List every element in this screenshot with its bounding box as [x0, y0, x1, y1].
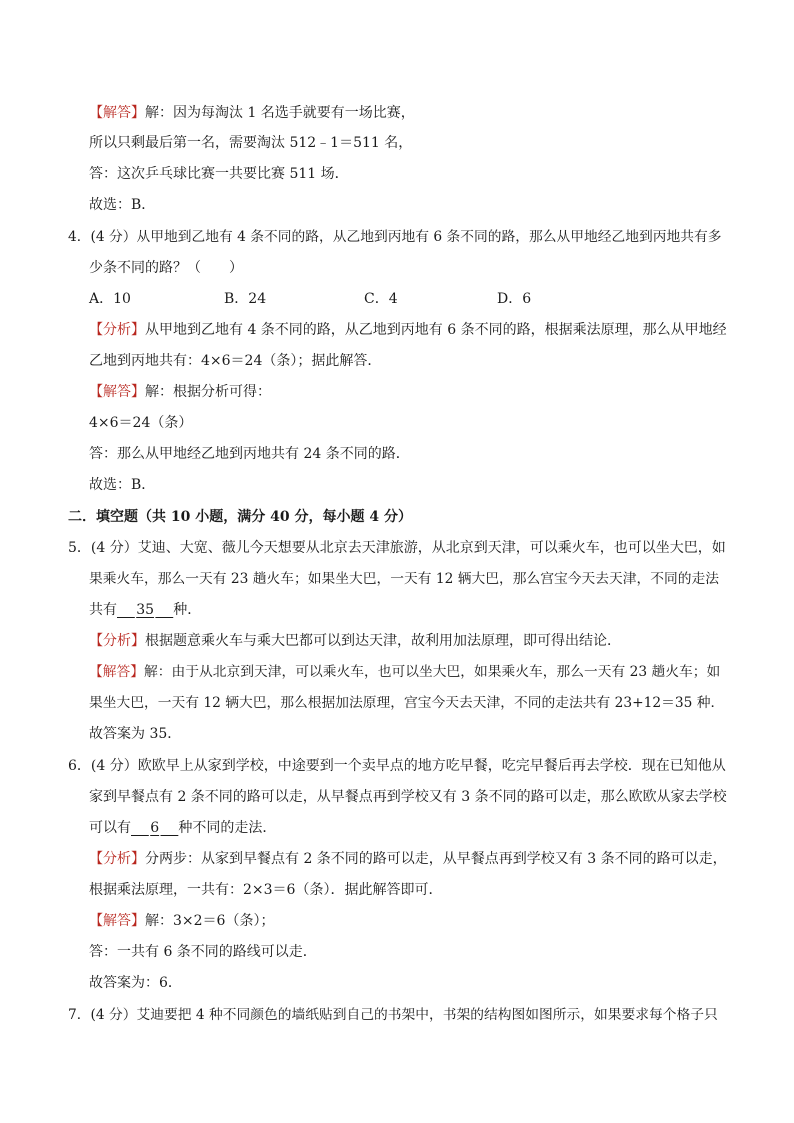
q4-option-b: B．24 — [224, 291, 267, 307]
q4-analysis-line-1: 【分析】从甲地到乙地有 4 条不同的路，从乙地到丙地有 6 条不同的路，根据乘法原理，那么从甲地经 — [89, 322, 727, 338]
q6-stem-line-1: 6．(4 分）欧欧早上从家到学校，中途要到一个卖早点的地方吃早餐，吃完早餐后再去学校．现在已知他从 — [68, 758, 726, 774]
answer-tag: 【解答】 — [89, 105, 145, 121]
prev-answer-line-4: 故选：B． — [89, 197, 156, 213]
q6-analysis-line-1: 【分析】分两步：从家到早餐点有 2 条不同的路可以走，从早餐点再到学校又有 3 条不同的路可以走， — [89, 851, 727, 867]
q5-stem-line-3: 共有 35 种． — [89, 602, 202, 618]
q7-stem-line-1: 7．(4 分）艾迪要把 4 种不同颜色的墙纸贴到自己的书架中，书架的结构图如图所示，如果要求每个格子只 — [68, 1007, 718, 1023]
q5-answer-line-1: 【解答】解：由于从北京到天津，可以乘火车，也可以坐大巴，如果乘火车，那么一天有 23 趟火车；如 — [89, 664, 721, 680]
q4-answer-line-1: 【解答】解：根据分析可得： — [89, 384, 271, 400]
answer-tag: 【解答】 — [89, 664, 145, 680]
q5-answer-line-2: 果坐大巴，一天有 12 辆大巴，那么根据加法原理，宫宝今天去天津，不同的走法共有 23+12＝35 种． — [89, 695, 725, 711]
q6-answer-line-1: 【解答】解：3×2＝6（条）； — [89, 913, 275, 929]
analysis-tag: 【分析】 — [89, 633, 145, 649]
q4-answer-line-4: 故选：B． — [89, 477, 156, 493]
q4-option-a: A．10 — [89, 291, 131, 307]
q4-answer-line-3: 答：那么从甲地经乙地到丙地共有 24 条不同的路． — [89, 446, 410, 462]
q4-analysis-line-2: 乙地到丙地共有：4×6＝24（条）；据此解答． — [89, 353, 382, 369]
prev-answer-line-3: 答：这次乒乓球比赛一共要比赛 511 场． — [89, 166, 349, 182]
q5-answer-blank: 35 — [136, 602, 155, 618]
q6-stem-line-3: 可以有 6 种不同的走法． — [89, 820, 277, 836]
q5-analysis-line-1: 【分析】根据题意乘火车与乘大巴都可以到达天津，故利用加法原理，即可得出结论． — [89, 633, 621, 649]
prev-answer-line-1: 【解答】解：因为每淘汰 1 名选手就要有一场比赛， — [89, 105, 415, 121]
q4-option-c: C．4 — [364, 291, 398, 307]
analysis-tag: 【分析】 — [89, 322, 145, 338]
section-heading: 二．填空题（共 10 小题，满分 40 分，每小题 4 分） — [68, 509, 412, 525]
q6-analysis-line-2: 根据乘法原理，一共有：2×3＝6（条）．据此解答即可． — [89, 882, 443, 898]
q6-answer-line-3: 故答案为：6． — [89, 975, 182, 991]
q5-answer-line-3: 故答案为 35． — [89, 726, 182, 742]
answer-tag: 【解答】 — [89, 384, 145, 400]
q4-answer-line-2: 4×6＝24（条） — [89, 415, 193, 431]
q6-stem-line-2: 家到早餐点有 2 条不同的路可以走，从早餐点再到学校又有 3 条不同的路可以走，那么欧欧从家去学校 — [89, 789, 727, 805]
prev-answer-line-2: 所以只剩最后第一名，需要淘汰 512﹣1＝511 名， — [89, 135, 413, 151]
analysis-tag: 【分析】 — [89, 851, 145, 867]
q4-stem-line-1: 4．(4 分）从甲地到乙地有 4 条不同的路，从乙地到丙地有 6 条不同的路，那么从甲地经乙地到丙地共有多 — [68, 229, 722, 245]
q6-answer-blank: 6 — [150, 820, 160, 836]
answer-tag: 【解答】 — [89, 913, 145, 929]
q5-stem-line-1: 5．(4 分）艾迪、大宽、薇儿今天想要从北京去天津旅游，从北京到天津，可以乘火车，也可以坐大巴，如 — [68, 540, 726, 556]
q5-stem-line-2: 果乘火车，那么一天有 23 趟火车；如果坐大巴，一天有 12 辆大巴，那么宫宝今天去天津，不同的走法 — [89, 571, 719, 587]
q4-option-d: D．6 — [497, 291, 532, 307]
q6-answer-line-2: 答：一共有 6 条不同的路线可以走． — [89, 944, 317, 960]
q4-stem-line-2: 少条不同的路？（ ） — [89, 260, 243, 276]
